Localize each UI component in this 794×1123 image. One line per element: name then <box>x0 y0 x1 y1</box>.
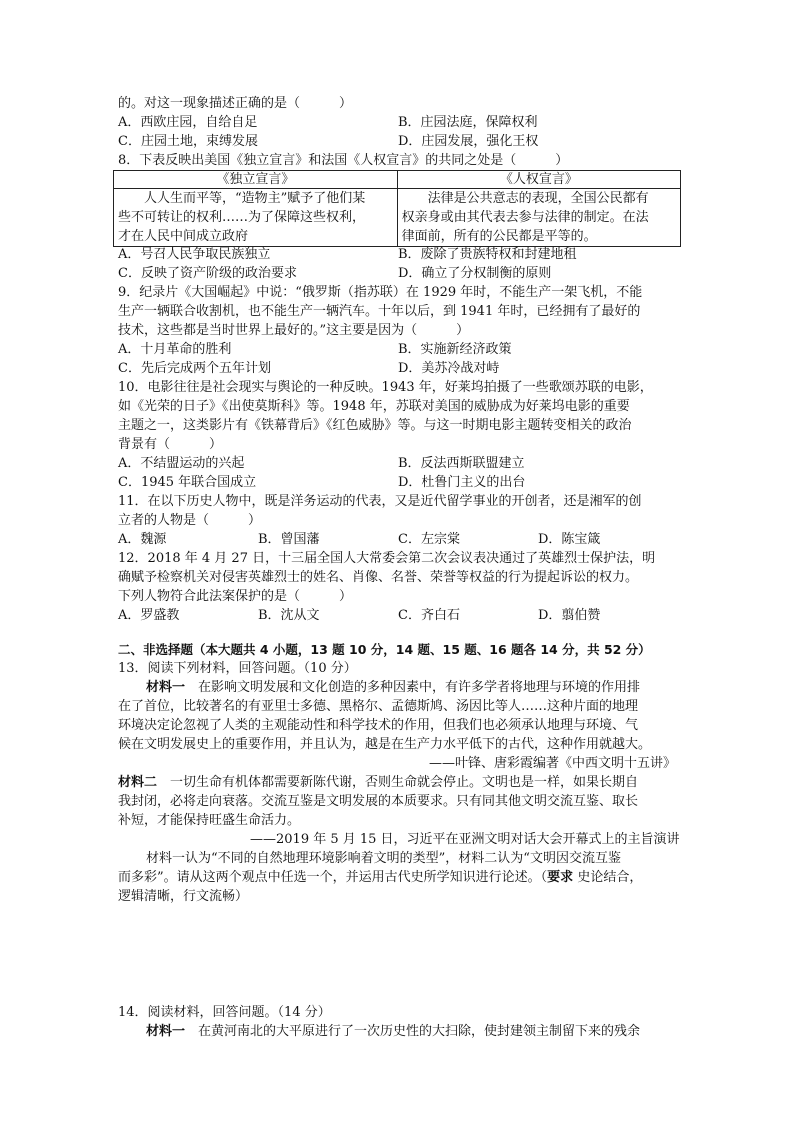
q10-line: 10．电影往往是社会现实与舆论的一种反映。1943 年，好莱坞拍摄了一些歌颂苏联的电影， <box>118 380 653 395</box>
q13-material1-line: 环境决定论忽视了人类的主观能动性和科学技术的作用，但我们也必须承认地理与环境、气 <box>118 718 639 733</box>
material-label: 材料一 <box>146 1024 186 1039</box>
table-line: 才在人民中间成立政府 <box>118 229 249 244</box>
table-header-rights: 《人权宣言》 <box>397 171 680 189</box>
q13-stem: 13．阅读下列材料，回答问题。（10 分） <box>118 661 357 676</box>
table-line: 权亲身或由其代表去参与法律的制定。在法 <box>401 210 649 225</box>
task-text: 史论结合， <box>577 870 643 885</box>
q14-material1-first <box>146 1022 640 1041</box>
q9-option-a[interactable]: A．十月革命的胜利 <box>118 342 232 357</box>
q12-line: 确赋予检察机关对侵害英雄烈士的姓名、肖像、名誉、荣誉等权益的行为提起诉讼的权力。 <box>118 570 639 585</box>
q10-line: 背景有（ ） <box>118 437 223 452</box>
q11-option-c[interactable]: C．左宗棠 <box>398 532 460 547</box>
table-line: 人人生而平等，“造物主”赋予了他们某 <box>144 191 366 206</box>
q12-option-d[interactable]: D．翦伯赞 <box>538 608 601 623</box>
q11-option-b[interactable]: B．曾国藩 <box>258 532 320 547</box>
q9-line: 生产一辆联合收割机，也不能生产一辆汽车。十年以后，到 1941 年时，已经拥有了最好的 <box>118 304 641 319</box>
q9-option-b[interactable]: B．实施新经济政策 <box>398 342 512 357</box>
material-text: 一切生命有机体都需要新陈代谢，否则生命就会停止。文明也是一样，如果长期自 <box>170 775 639 790</box>
q10-line: 主题之一，这类影片有《铁幕背后》《红色威胁》等。与这一时期电影主题转变相关的政治 <box>118 418 632 433</box>
q13-material1-line: 在了首位，比较著名的有亚里士多德、黑格尔、孟德斯鸠、汤因比等人……这种片面的地理 <box>118 699 639 714</box>
q7-option-a[interactable]: A．西欧庄园，自给自足 <box>118 115 258 130</box>
q13-material2-line: 我封闭，必将走向衰落。交流互鉴是文明发展的本质要求。只有同其他文明交流互鉴、取长 <box>118 794 639 809</box>
q12-line: 12．2018 年 4 月 27 日，十三届全国人大常委会第二次会议表决通过了英雄烈士保护法，明 <box>118 551 656 566</box>
table-cell-independence <box>114 189 398 247</box>
q10-option-b[interactable]: B．反法西斯联盟建立 <box>398 456 525 471</box>
q14-stem: 14．阅读材料，回答问题。（14 分） <box>118 1005 331 1020</box>
q11-line: 立者的人物是（ ） <box>118 513 262 528</box>
table-header-independence: 《独立宣言》 <box>114 171 398 189</box>
q8-comparison-table <box>113 170 681 247</box>
q13-material2-source: ——2019 年 5 月 15 日，习近平在亚洲文明对话大会开幕式上的主旨演讲 <box>250 832 680 847</box>
material-text: 在黄河南北的大平原进行了一次历史性的大扫除，使封建领主制留下来的残余 <box>198 1024 641 1039</box>
q13-material1-line: 候在文明发展史上的重要作用，并且认为，越是在生产力水平低下的古代，这种作用就越大。 <box>118 737 652 752</box>
q8-option-b[interactable]: B．废除了贵族特权和封建地租 <box>398 247 577 262</box>
q10-option-d[interactable]: D．杜鲁门主义的出台 <box>398 475 526 490</box>
q9-line: 技术，这些都是当时世界上最好的。”这主要是因为（ ） <box>118 323 470 338</box>
q9-option-c[interactable]: C．先后完成两个五年计划 <box>118 361 271 376</box>
q13-material2-line: 补短，才能保持旺盛生命活力。 <box>118 813 301 828</box>
q12-option-c[interactable]: C．齐白石 <box>398 608 460 623</box>
requirement-label: 要求 <box>547 870 574 885</box>
q10-line: 如《光荣的日子》《出使莫斯科》等。1948 年，苏联对美国的威胁成为好莱坞电影的重要 <box>118 399 630 414</box>
q11-option-d[interactable]: D．陈宝箴 <box>538 532 601 547</box>
table-line: 些不可转让的权利……为了保障这些权利， <box>118 210 366 225</box>
q7-option-d[interactable]: D．庄园发展，强化王权 <box>398 134 539 149</box>
table-line: 律面前，所有的公民都是平等的。 <box>401 229 597 244</box>
q11-option-a[interactable]: A．魏源 <box>118 532 167 547</box>
q9-option-d[interactable]: D．美苏冷战对峙 <box>398 361 500 376</box>
q13-task-line: 材料一认为“不同的自然地理环境影响着文明的类型”，材料二认为“文明因交流互鉴 <box>146 851 621 866</box>
q7-stem-tail: 的。对这一现象描述正确的是（ ） <box>118 96 353 111</box>
q10-option-c[interactable]: C．1945 年联合国成立 <box>118 475 257 490</box>
q12-line: 下列人物符合此法案保护的是（ ） <box>118 589 353 604</box>
q11-line: 11．在以下历史人物中，既是洋务运动的代表，又是近代留学事业的开创者，还是湘军的创 <box>118 494 642 509</box>
answer-space[interactable] <box>118 910 676 996</box>
q13-material2-first <box>118 773 638 792</box>
material-text: 在影响文明发展和文化创造的多种因素中，有许多学者将地理与环境的作用排 <box>198 680 641 695</box>
q8-stem: 8．下表反映出美国《独立宣言》和法国《人权宣言》的共同之处是（ ） <box>118 153 569 168</box>
q13-task-line: 逻辑清晰，行文流畅） <box>118 889 249 904</box>
q12-option-a[interactable]: A．罗盛教 <box>118 608 180 623</box>
table-cell-rights <box>397 189 680 247</box>
q13-material1-source: ——叶锋、唐彩霞编著《中西文明十五讲》 <box>428 756 676 771</box>
q13-task-line <box>118 868 642 887</box>
q8-option-d[interactable]: D．确立了分权制衡的原则 <box>398 266 552 281</box>
table-line: 法律是公共意志的表现，全国公民都有 <box>427 191 649 206</box>
task-text: 而多彩”。请从这两个观点中任选一个，并运用古代史所学知识进行论述。（ <box>118 870 548 885</box>
q9-line: 9．纪录片《大国崛起》中说：“俄罗斯（指苏联）在 1929 年时，不能生产一架飞机，不能 <box>118 285 643 300</box>
q13-material1-first <box>146 678 640 697</box>
section-heading: 二、非选择题（本大题共 4 小题，13 题 10 分，14 题、15 题、16 题各 14 分，共 52 分） <box>118 642 651 657</box>
q10-option-a[interactable]: A．不结盟运动的兴起 <box>118 456 245 471</box>
material-label: 材料二 <box>118 775 158 790</box>
q12-option-b[interactable]: B．沈从文 <box>258 608 320 623</box>
q8-option-a[interactable]: A．号召人民争取民族独立 <box>118 247 271 262</box>
q7-option-c[interactable]: C．庄园土地，束缚发展 <box>118 134 258 149</box>
q8-option-c[interactable]: C．反映了资产阶级的政治要求 <box>118 266 297 281</box>
q7-option-b[interactable]: B．庄园法庭，保障权利 <box>398 115 538 130</box>
material-label: 材料一 <box>146 680 186 695</box>
